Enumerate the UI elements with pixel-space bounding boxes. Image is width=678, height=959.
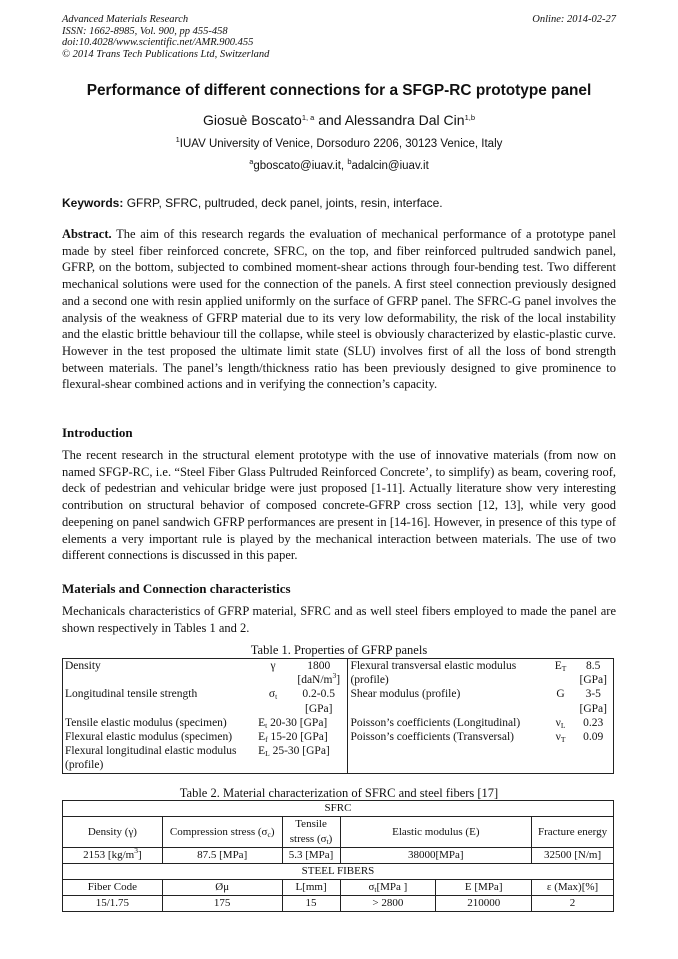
steel-header: Øμ <box>162 880 282 896</box>
t1-empty <box>348 744 548 773</box>
author-2: Alessandra Dal Cin <box>344 112 465 128</box>
t1-sym: $\nu_L$ <box>555 716 566 730</box>
t1-prop: Density <box>65 660 101 672</box>
authors-and: and <box>314 112 345 128</box>
sfrc-value: 2153 $[kg/m^3]$ <box>63 848 163 864</box>
abstract-label: Abstract. <box>62 227 112 241</box>
t1-prop: Shear modulus (profile) <box>350 688 461 701</box>
t1-empty <box>573 744 613 773</box>
t1-prop: Tensile elastic modulus (specimen) <box>65 716 227 729</box>
table-1-caption: Table 1. Properties of GFRP panels <box>250 643 428 657</box>
table-row <box>63 730 614 744</box>
keywords <box>62 196 616 210</box>
author-1: Giosuè Boscato <box>202 112 302 128</box>
sfrc-value: 32500 [N/m] <box>532 848 614 864</box>
sfrc-title: SFRC <box>63 801 614 817</box>
sfrc-header: Density (γ) <box>63 817 163 848</box>
t1-prop: Poisson’s coefficients (Longitudinal) <box>350 716 521 729</box>
table-2-caption: Table 2. Material characterization of SFRC and steel fibers [17] <box>179 786 499 800</box>
table-row <box>63 687 614 715</box>
sfrc-header: Compression stress $(\sigma_c)$ <box>162 817 282 848</box>
table-1 <box>62 658 614 774</box>
journal-name: Advanced Materials Research <box>62 14 189 25</box>
t1-sym-val: $E_f$ 15-20 [GPa] <box>256 730 348 744</box>
t1-val: 1800 $[daN/m^3]$ <box>290 659 348 688</box>
table-row <box>63 880 614 896</box>
keywords-text: GFRP, SFRC, pultruded, deck panel, joints, resin, interface. <box>123 196 443 210</box>
sfrc-header: Elastic modulus (E) <box>340 817 532 848</box>
materials-heading: Materials and Connection characteristics <box>62 581 291 596</box>
table-row <box>63 659 614 688</box>
doi: doi:10.4028/www.scientific.net/AMR.900.455 <box>62 37 254 48</box>
steel-header: ε (Max)[%] <box>532 880 614 896</box>
copyright: © 2014 Trans Tech Publications Ltd, Switzerland <box>62 48 270 60</box>
paper-title: Performance of different connections for a SFGP-RC prototype panel <box>86 82 592 99</box>
steel-value: 210000 <box>436 896 532 912</box>
t1-val: 3-5 [GPa] <box>579 688 607 715</box>
t1-sym: $E_T$ <box>554 660 567 673</box>
t1-val: 0.23 <box>583 716 604 729</box>
table-row <box>63 817 614 848</box>
sfrc-value: 38000[MPa] <box>340 848 532 864</box>
introduction-heading: Introduction <box>62 425 133 440</box>
table-row <box>63 896 614 912</box>
keywords-label: Keywords: <box>62 196 124 210</box>
t1-sym-val: $E_L$ 25-30 [GPa] <box>256 744 348 773</box>
t1-sym: $\nu_T$ <box>555 731 566 745</box>
email-a-sup: a <box>249 157 254 166</box>
sfrc-value: 5.3 [MPa] <box>282 848 340 864</box>
sfrc-value: 87.5 [MPa] <box>162 848 282 864</box>
issn: ISSN: 1662-8985, Vol. 900, pp 455-458 <box>62 25 228 37</box>
t1-empty <box>548 744 574 773</box>
emails <box>0 157 678 172</box>
t1-sym: γ <box>270 660 276 672</box>
introduction-text: The recent research in the structural element prototype with the use of innovative materials (from now on named SFGP-RC, i.e. “Steel Fiber Glass Pultruded Reinforced Concrete’, to simplify) as beam, covering roof, deck of pedestrian and vehicular bridge were just proposed [1-11]. Actually literature show very interesting contribution on structural behavior of composed concrete-GFRP cross section [12, 13], while very good deepening on panel sandwich GFRP performances are present in [14-16]. However, in presence of this type of elements a very important rule is played by the mechanical interaction between materials. The use of two different connections is discussed in this paper. <box>62 448 616 563</box>
t1-prop: Longitudinal tensile strength <box>65 688 198 701</box>
authors <box>0 112 678 128</box>
t1-prop: Poisson’s coefficients (Transversal) <box>350 731 514 744</box>
t1-val: 8.5 [GPa] <box>579 660 607 687</box>
t1-prop: Flexural transversal elastic modulus (profile) <box>350 660 517 687</box>
table-row <box>63 848 614 864</box>
t1-sym-val: $E_t$ 20-30 [GPa] <box>256 716 348 730</box>
steel-header: $\sigma_t[MPa$ ] <box>340 880 436 896</box>
t1-val: 0.2-0.5 [GPa] <box>290 687 348 715</box>
table-2 <box>62 800 614 912</box>
email-a: gboscato@iuav.it, <box>253 160 348 172</box>
table-row <box>63 716 614 730</box>
t1-prop: Flexural longitudinal elastic modulus (profile) <box>65 745 237 772</box>
materials-text: Mechanicals characteristics of GFRP material, SFRC and as well steel fibers employed to made the panel are shown respectively in Tables 1 and 2. <box>62 604 616 635</box>
table-row <box>63 744 614 773</box>
affiliation-text: IUAV University of Venice, Dorsoduro 2206, 30123 Venice, Italy <box>179 138 503 150</box>
t1-prop: Flexural elastic modulus (specimen) <box>65 731 233 744</box>
email-b: adalcin@iuav.it <box>351 160 429 172</box>
t1-sym: G <box>556 688 565 701</box>
author-2-sup: 1,b <box>464 113 475 122</box>
online-date: Online: 2014-02-27 <box>532 14 616 25</box>
steel-value: > 2800 <box>340 896 436 912</box>
steel-value: 15 <box>282 896 340 912</box>
steel-header: L[mm] <box>282 880 340 896</box>
t1-val: 0.09 <box>583 731 604 744</box>
table-row <box>63 801 614 817</box>
affiliation <box>0 135 678 150</box>
steel-header: E [MPa] <box>436 880 532 896</box>
steel-value: 15/1.75 <box>63 896 163 912</box>
steel-header: Fiber Code <box>63 880 163 896</box>
sfrc-header: Tensile stress $(\sigma_t)$ <box>282 817 340 848</box>
steel-title: STEEL FIBERS <box>63 864 614 880</box>
abstract-text: The aim of this research regards the evaluation of mechanical performance of a prototype panel made by steel fiber reinforced concrete, SFRC, on the top, and fiber reinforced pultruded sandwich panel, GFRP, on the bottom, subjected to combined moment-shear actions through four-bending test. Two different mechanical solutions were used for the connection of the panels. A first steel connection previously designed and a second one with resin applied uniformly on the surface of GFRP panel. The SFRC-G panel involves the analysis of the weakness of GFRP material due to its very low deformability, the risk of the local instability and the elastic brittle behaviour till the collapse, while steel is obviously characterized by elastic-plastic curve. However in the test proposed the ultimate limit state (SLU) involves first of all the loss of bond strength between materials. The panel’s length/thickness ratio has been previously designed to give prominence to flexural-shear combined actions and in verifying the connection’s capacity. <box>62 227 616 392</box>
steel-value: 175 <box>162 896 282 912</box>
affiliation-sup: 1 <box>175 135 180 144</box>
sfrc-header: Fracture energy <box>532 817 614 848</box>
author-1-sup: 1, a <box>301 113 315 122</box>
table-row <box>63 864 614 880</box>
abstract <box>62 226 616 393</box>
journal-header <box>62 14 269 60</box>
t1-sym: $\sigma_t$ <box>268 688 278 702</box>
email-b-sup: b <box>347 157 352 166</box>
steel-value: 2 <box>532 896 614 912</box>
